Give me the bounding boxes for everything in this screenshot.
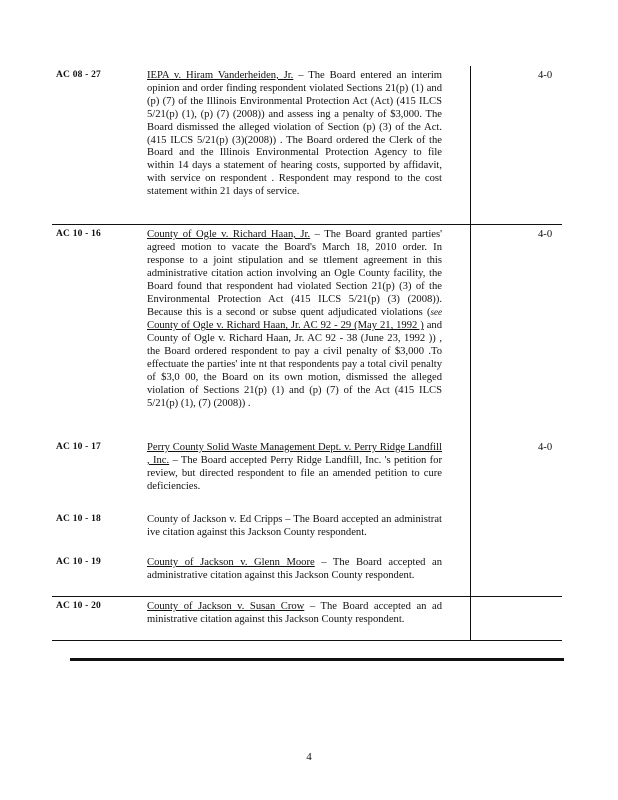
case-summary (147, 557, 442, 583)
case-number: AC 10 - 16 (56, 229, 102, 239)
case-text-continued: and County of Ogle v. Richard Haan, Jr. AC 92 - 38 (June 23, 1992 )) , the Board ordered respondent to pay a civil penalty of $3,000 .To effectuate the parties' inte nt that respondents pay a total civil penalty of $3,0 00, the Board on its own motion, dismissed the alleged violation of Sections 21(p) (1) and (p) (7) of the Act (415 ILCS 5/21(p) (1), (7) (2008)) . (147, 320, 442, 409)
case-title: County of Ogle v. Richard Haan, Jr. (147, 229, 311, 240)
case-title: Perry County Solid Waste Management Dept. v. Perry Ridge Landfill , Inc. (147, 442, 442, 466)
page-separator (70, 658, 564, 661)
case-text: – The Board accepted an ad ministrative citation against this Jackson County respondent. (147, 601, 442, 625)
vote-count: 4-0 (538, 229, 553, 240)
case-summary (147, 601, 442, 627)
case-text: – The Board accepted an administrative citation against this Jackson County respondent. (147, 557, 442, 581)
case-title: County of Jackson v. Susan Crow (147, 601, 305, 612)
case-number: AC 10 - 20 (56, 601, 102, 611)
case-number: AC 10 - 19 (56, 557, 102, 567)
vote-count: 4-0 (538, 442, 553, 453)
case-title: IEPA v. Hiram Vanderheiden, Jr. (147, 70, 294, 81)
case-title: County of Jackson v. Ed Cripps (147, 514, 283, 525)
page-number: 4 (306, 751, 312, 763)
case-number: AC 10 - 18 (56, 514, 102, 524)
case-text: – The Board entered an interim opinion and order finding respondent violated Sections 21(p) (1) and (p) (7) of the Illinois Environmental Protection Act (Act) (415 ILCS 5/21(p) (1), (p) (7) (2008)) and assess ing a penalty of $3,000. The Board dismissed the alleged violation of Section (p) (3) of the Act. (415 ILCS 5/21(p) (3)(2008)) . The Board ordered the Clerk of the Board and the Illinois Environmental Protection Agency to file within 14 days a statement of hearing costs, supported by affidavit, with service on respondent . Respondent may respond to the cost statement within 21 days of service. (147, 70, 443, 198)
case-title: County of Jackson v. Glenn Moore (147, 557, 315, 568)
case-number: AC 10 - 17 (56, 442, 102, 452)
case-summary (147, 70, 442, 199)
row-divider (52, 640, 562, 641)
case-text: – The Board accepted Perry Ridge Landfill, Inc. 's petition for review, but directed respondent to file an amended petition to cure deficiencies. (147, 454, 442, 492)
row-divider (52, 224, 562, 225)
row-divider (52, 596, 562, 597)
column-divider (470, 66, 471, 640)
see-signal: see (430, 307, 442, 318)
citation-link: County of Ogle v. Richard Haan, Jr. AC 92 - 29 (May 21, 1992 ) (147, 320, 424, 332)
case-number: AC 08 - 27 (56, 70, 102, 80)
vote-count: 4-0 (538, 70, 553, 81)
case-summary (147, 514, 442, 540)
case-text: – The Board granted parties' agreed motion to vacate the Board's March 18, 2010 order. In response to a joint stipulation and se ttlement agreement in this administrative citation action involving an Ogle County facility, the Board found that respondent had violated Section 21(p) (3) of the Environmental Protection Act (415 ILCS 5/21(p) (3) (2008)). Because this is a second or subse quent adjudicated violations ( (147, 229, 442, 319)
case-summary (147, 229, 442, 411)
case-text: – The Board accepted an administrat ive citation against this Jackson County respondent. (147, 514, 442, 538)
case-summary (147, 442, 442, 494)
